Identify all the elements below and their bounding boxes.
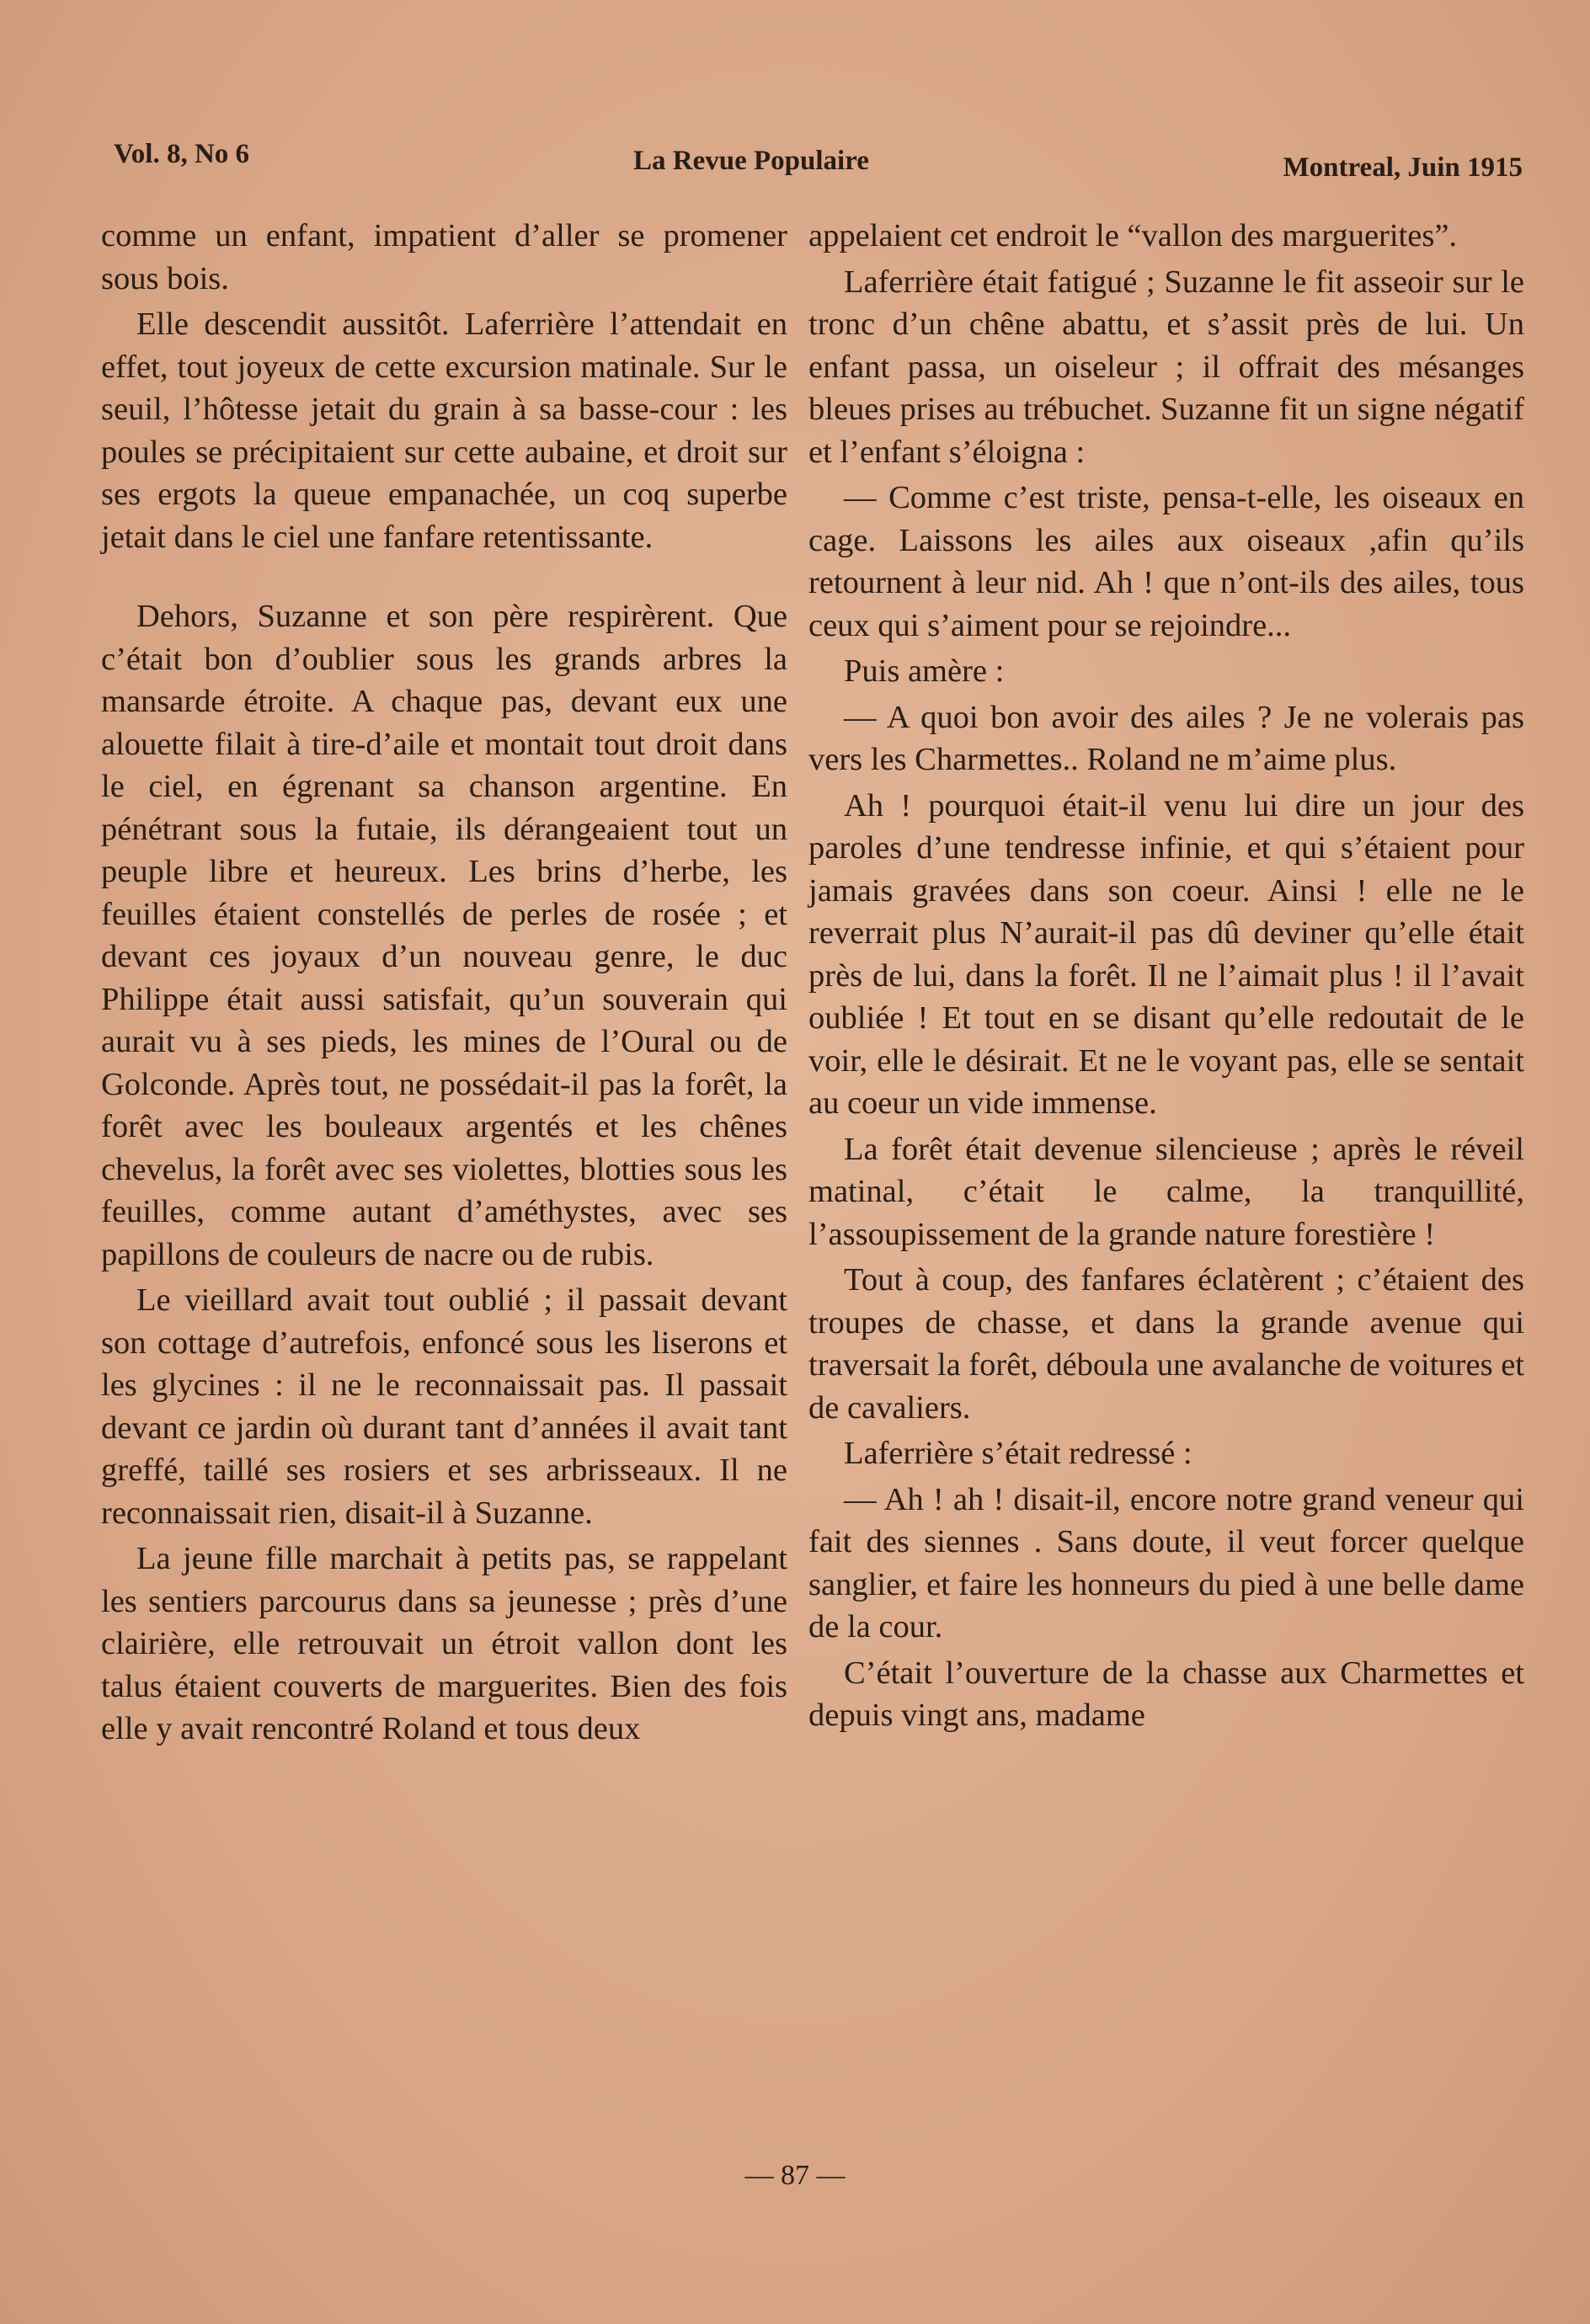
right-column xyxy=(808,215,1524,1740)
paragraph: Le vieillard avait tout oublié ; il passait devant son cottage d’autrefois, enfoncé sous les liserons et les glycines : il ne le reconnaissait pas. Il passait devant ce jardin où durant tant d’années il avait tant greffé, taillé ses rosiers et ses arbrisseaux. Il ne reconnaissait rien, disait-il à Suzanne. xyxy=(101,1282,787,1531)
paragraph: Laferrière était fatigué ; Suzanne le fit asseoir sur le tronc d’un chêne abattu, et s’assit près de lui. Un enfant passa, un oiseleur ; il offrait des mésanges bleues prises au trébuchet. Suzanne fit un signe négatif et l’enfant s’éloigna : xyxy=(808,264,1524,470)
page-number: — 87 — xyxy=(744,2160,846,2191)
paragraph: Dehors, Suzanne et son père respirèrent. Que c’était bon d’oublier sous les grands arbres la mansarde étroite. A chaque pas, devant eux une alouette filait à tire-d’aile et montait tout droit dans le ciel, en égrenant sa chanson argentine. En pénétrant sous la futaie, ils dérangeaient tout un peuple libre et heureux. Les brins d’herbe, les feuilles étaient constellés de perles de rosée ; et devant ces joyaux d’un nouveau genre, le duc Philippe était aussi satisfait, qu’un souverain qui aurait vu à ses pieds, les mines de l’Oural ou de Golconde. Après tout, ne possédait-il pas la forêt, la forêt avec les bouleaux argentés et les chênes chevelus, la forêt avec ses violettes, blotties sous les feuilles, comme autant d’améthystes, avec ses papillons de couleurs de nacre ou de rubis. xyxy=(101,599,787,1272)
paragraph: Ah ! pourquoi était-il venu lui dire un jour des paroles d’une tendresse infinie, et qui s’étaient pour jamais gravées dans son coeur. Ainsi ! elle ne le reverrait plus N’aurait-il pas dû deviner qu’elle était près de lui, dans la forêt. Il ne l’aimait plus ! il l’avait oubliée ! Et tout en se disant qu’elle redoutait de le voir, elle le désirait. Et ne le voyant pas, elle se sentait au coeur un vide immense. xyxy=(808,787,1524,1121)
paragraph: Tout à coup, des fanfares éclatèrent ; c’étaient des troupes de chasse, et dans la grande avenue qui traversait la forêt, déboula une avalanche de voitures et de cavaliers. xyxy=(808,1262,1524,1426)
paragraph: — A quoi bon avoir des ailes ? Je ne volerais pas vers les Charmettes.. Roland ne m’aime plus. xyxy=(808,699,1524,777)
volume-number: Vol. 8, No 6 xyxy=(114,139,250,169)
paragraph: C’était l’ouverture de la chasse aux Charmettes et depuis vingt ans, madame xyxy=(808,1655,1524,1733)
magazine-title: La Revue Populaire xyxy=(633,146,869,176)
paragraph: — Comme c’est triste, pensa-t-elle, les oiseaux en cage. Laissons les ailes aux oiseaux ,afin qu’ils retournent à leur nid. Ah ! que n’ont-ils des ailes, tous ceux qui s’aiment pour se rejoindre... xyxy=(808,480,1524,643)
paragraph: comme un enfant, impatient d’aller se promener sous bois. xyxy=(101,218,787,296)
paragraph: La jeune fille marchait à petits pas, se rappelant les sentiers parcourus dans sa jeunesse ; près d’une clairière, elle retrouvait un étroit vallon dont les talus étaient couverts de marguerites. Bien des fois elle y avait rencontré Roland et tous deux xyxy=(101,1541,787,1746)
paragraph: La forêt était devenue silencieuse ; après le réveil matinal, c’était le calme, la tranquillité, l’assoupissement de la grande nature forestière ! xyxy=(808,1131,1524,1252)
paragraph: Elle descendit aussitôt. Laferrière l’attendait en effet, tout joyeux de cette excursion matinale. Sur le seuil, l’hôtesse jetait du grain à sa basse-cour : les poules se précipitaient sur cette aubaine, et droit sur ses ergots la queue empanachée, un coq superbe jetait dans le ciel une fanfare retentissante. xyxy=(101,306,787,555)
left-column xyxy=(101,215,787,1754)
paragraph: — Ah ! ah ! disait-il, encore notre grand veneur qui fait des siennes . Sans doute, il veut forcer quelque sanglier, et faire les honneurs du pied à une belle dame de la cour. xyxy=(808,1481,1524,1644)
paragraph: appelaient cet endroit le “vallon des marguerites”. xyxy=(808,218,1458,253)
place-date: Montreal, Juin 1915 xyxy=(1283,152,1523,183)
running-header xyxy=(114,139,1523,189)
paragraph: Laferrière s’était redressé : xyxy=(844,1436,1192,1471)
paragraph: Puis amère : xyxy=(844,653,1005,689)
